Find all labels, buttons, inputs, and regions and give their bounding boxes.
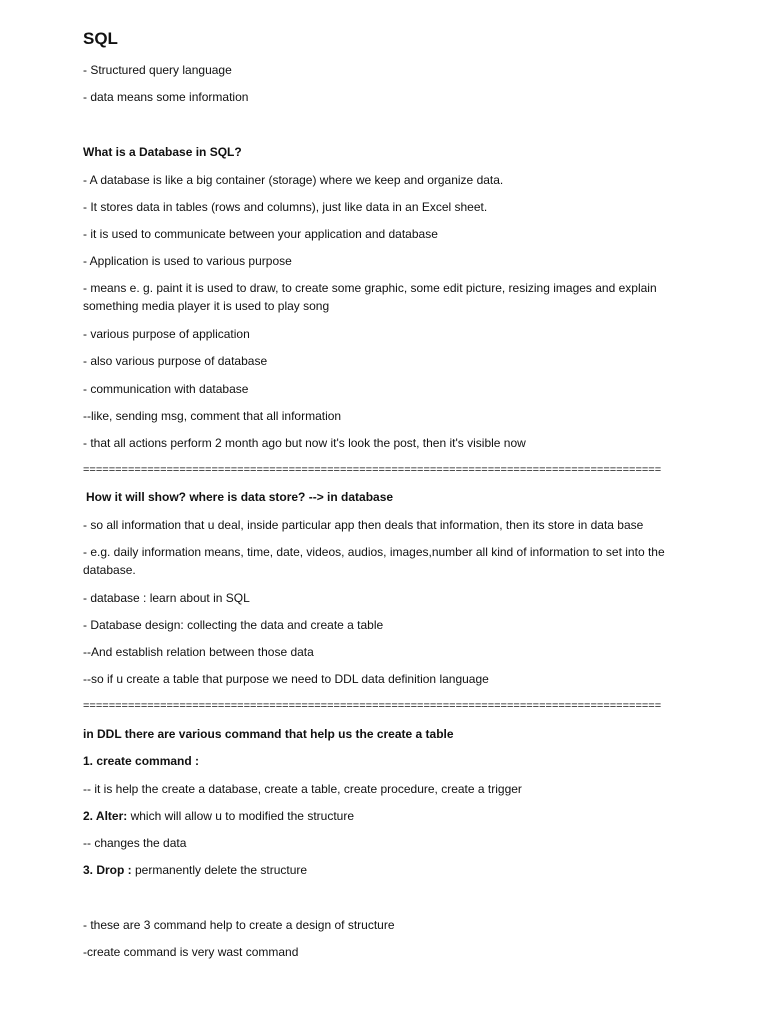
paragraph-line: - A database is like a big container (storage) where we keep and organize data.: [83, 173, 504, 187]
paragraph-line: - database : learn about in SQL: [83, 591, 250, 605]
command-label: 3. Drop :: [83, 863, 132, 877]
paragraph-line: --like, sending msg, comment that all information: [83, 409, 342, 423]
command-line: [83, 807, 354, 825]
paragraph-line: --so if u create a table that purpose we need to DDL data definition language: [83, 672, 489, 686]
paragraph-line: - so all information that u deal, inside particular app then deals that information, then its store in data base: [83, 518, 644, 532]
paragraph-line: --And establish relation between those data: [83, 645, 314, 659]
intro-line: - data means some information: [83, 90, 249, 104]
paragraph-line: - these are 3 command help to create a design of structure: [83, 918, 395, 932]
paragraph-line: - communication with database: [83, 382, 249, 396]
paragraph-line: - It stores data in tables (rows and columns), just like data in an Excel sheet.: [83, 200, 488, 214]
paragraph-line: - Database design: collecting the data and create a table: [83, 618, 384, 632]
command-line: [83, 861, 307, 879]
paragraph-line: -- changes the data: [83, 836, 187, 850]
command-text: permanently delete the structure: [131, 863, 308, 877]
paragraph-line: - it is used to communicate between your application and database: [83, 227, 438, 241]
separator-line: ==========================================================================================: [83, 464, 662, 476]
paragraph-line: - e.g. daily information means, time, date, videos, audios, images,number all kind of information to set into the database.: [83, 545, 665, 577]
command-label: 2. Alter:: [83, 809, 128, 823]
section-heading: How it will show? where is data store? --> in database: [86, 490, 394, 504]
paragraph-line: - means e. g. paint it is used to draw, to create some graphic, some edit picture, resizing images and explain something media player it is used to play song: [83, 281, 657, 313]
separator-line: ==========================================================================================: [83, 700, 662, 712]
page-title: SQL: [83, 29, 118, 48]
paragraph-line: - Application is used to various purpose: [83, 254, 292, 268]
command-text: which will allow u to modified the structure: [127, 809, 354, 823]
section-heading: What is a Database in SQL?: [83, 145, 242, 159]
paragraph-line: - also various purpose of database: [83, 354, 268, 368]
paragraph-line: - that all actions perform 2 month ago but now it's look the post, then it's visible now: [83, 436, 526, 450]
paragraph-line: -create command is very wast command: [83, 945, 299, 959]
intro-line: - Structured query language: [83, 63, 232, 77]
paragraph-line: - various purpose of application: [83, 327, 250, 341]
section-heading: in DDL there are various command that help us the create a table: [83, 727, 454, 741]
command-label: 1. create command :: [83, 754, 200, 768]
paragraph-line: -- it is help the create a database, create a table, create procedure, create a trigger: [83, 782, 522, 796]
